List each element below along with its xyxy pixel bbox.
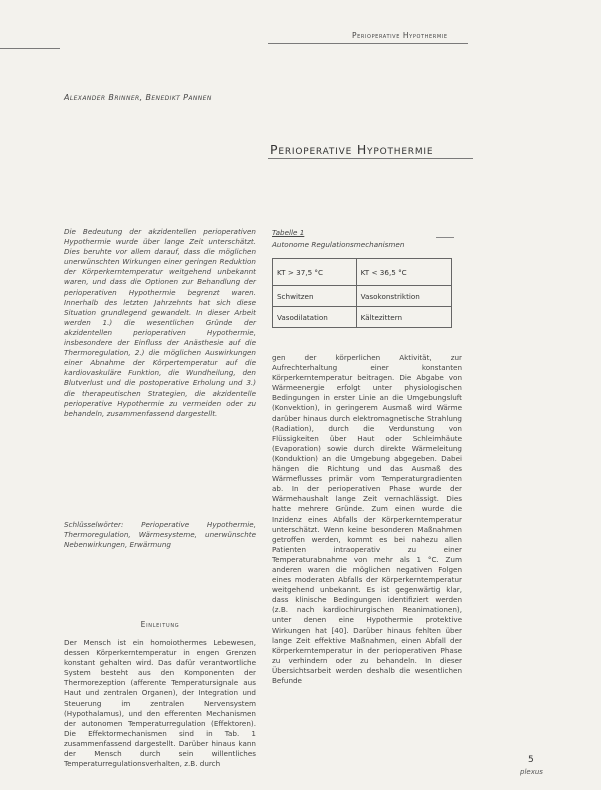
header-rule-top: [268, 43, 468, 44]
table-row: [273, 307, 452, 328]
authors: Alexander Brinner, Benedikt Pannen: [64, 93, 212, 102]
header-rule-left: [0, 48, 60, 49]
table-cell: Vasodilatation: [273, 307, 357, 328]
journal-tag: plexus: [520, 768, 543, 776]
section-heading: Einleitung: [140, 620, 180, 629]
table-header-row: [273, 259, 452, 286]
title-rule: [268, 158, 473, 159]
page-number: 5: [528, 755, 534, 765]
table-top-rule: [436, 237, 454, 238]
table-label: Tabelle 1: [272, 228, 305, 237]
article-title: Perioperative Hypothermie: [270, 142, 434, 157]
running-head: Perioperative Hypothermie: [352, 31, 448, 40]
table-cell: Kältezittern: [356, 307, 451, 328]
effector-table: [272, 258, 452, 328]
table-caption: Autonome Regulationsmechanismen: [272, 240, 405, 249]
body-text-right: gen der körperlichen Aktivität, zur Aufrechterhaltung einer konstanten Körperkerntemperatur beitragen. Die Abgabe von Wärmeenergie erfolgt unter physiologischen Bedingungen in erster Linie an die Umgebungsluft (Konvektion), in geringerem Ausmaß wird Wärme darüber hinaus durch elektromagnetische Strahlung (Radiation), durch die Verdunstung von Flüssigkeiten über Haut oder Schleimhäute (Evaporation) sowie durch direkte Wärmeleitung (Konduktion) an die Umgebung abgegeben. Dabei hängen die Richtung und das Ausmaß des Wärmeflusses primär vom Temperaturgradienten ab. In der perioperativen Phase wurde der Wärmehaushalt lange Zeit vernachlässigt. Dies hatte mehrere Gründe. Zum einen wurde die Inzidenz eines Abfalls der Körperkerntemperatur unterschätzt. Wenn keine besonderen Maßnahmen getroffen werden, kommt es bei nahezu allen Patienten intraoperativ zu einer Temperaturabnahme von mehr als 1 °C. Zum anderen waren die möglichen negativen Folgen eines moderaten Abfalls der Körperkerntemperatur weitgehend unbekannt. Es ist gegenwärtig klar, dass klinische Bedingungen identifiziert werden (z.B. nach kardiochirurgischen Reanimationen), unter denen eine Hypothermie protektive Wirkungen hat [40]. Darüber hinaus fehlten über lange Zeit effektive Maßnahmen, einen Abfall der Körperkerntemperatur in der perioperativen Phase zu verhindern oder zu behandeln. In dieser Übersichtsarbeit werden deshalb die wesentlichen Befunde: [272, 353, 462, 685]
table-cell: Schwitzen: [273, 286, 357, 307]
body-text-left: Der Mensch ist ein homoiothermes Lebewesen, dessen Körperkerntemperatur in engen Grenzen konstant gehalten wird. Das dafür verantwortliche System besteht aus den Komponenten der Thermorezeption (afferente Temperatursignale aus Haut und zentralen Organen), der Integration und Steuerung im zentralen Nervensystem (Hypothalamus), und den efferenten Mechanismen der autonomen Temperaturregulation (Effektoren). Die Effektormechanismen sind in Tab. 1 zusammenfassend dargestellt. Darüber hinaus kann der Mensch durch sein willentliches Temperaturregulationsverhalten, z.B. durch: [64, 638, 256, 769]
keywords: Schlüsselwörter: Perioperative Hypothermie, Thermoregulation, Wärmesysteme, unerwünschte Nebenwirkungen, Erwärmung: [64, 520, 256, 550]
table-header-cell: KT > 37,5 °C: [273, 259, 357, 286]
table-row: [273, 286, 452, 307]
table-header-cell: KT < 36,5 °C: [356, 259, 451, 286]
abstract: Die Bedeutung der akzidentellen perioperativen Hypothermie wurde über lange Zeit unterschätzt. Dies beruhte vor allem darauf, dass die möglichen unerwünschten Wirkungen einer geringen Reduktion der Körperkerntemperatur weitgehend unbekannt waren, und dass die Optionen zur Behandlung der perioperativen Hypothermie begrenzt waren. Innerhalb des letzten Jahrzehnts hat sich diese Situation grundlegend gewandelt. In dieser Arbeit werden 1.) die wesentlichen Gründe der akzidentellen perioperativen Hypothermie, insbesondere der Einfluss der Anästhesie auf die Thermoregulation, 2.) die möglichen Auswirkungen einer Abnahme der Körpertemperatur auf die kardiovaskuläre Funktion, die Wundheilung, den Blutverlust und die postoperative Erholung und 3.) die therapeutischen Strategien, die akzidentelle perioperative Hypothermie zu vermeiden oder zu behandeln, zusammenfassend dargestellt.: [64, 227, 256, 418]
table-cell: Vasokonstriktion: [356, 286, 451, 307]
